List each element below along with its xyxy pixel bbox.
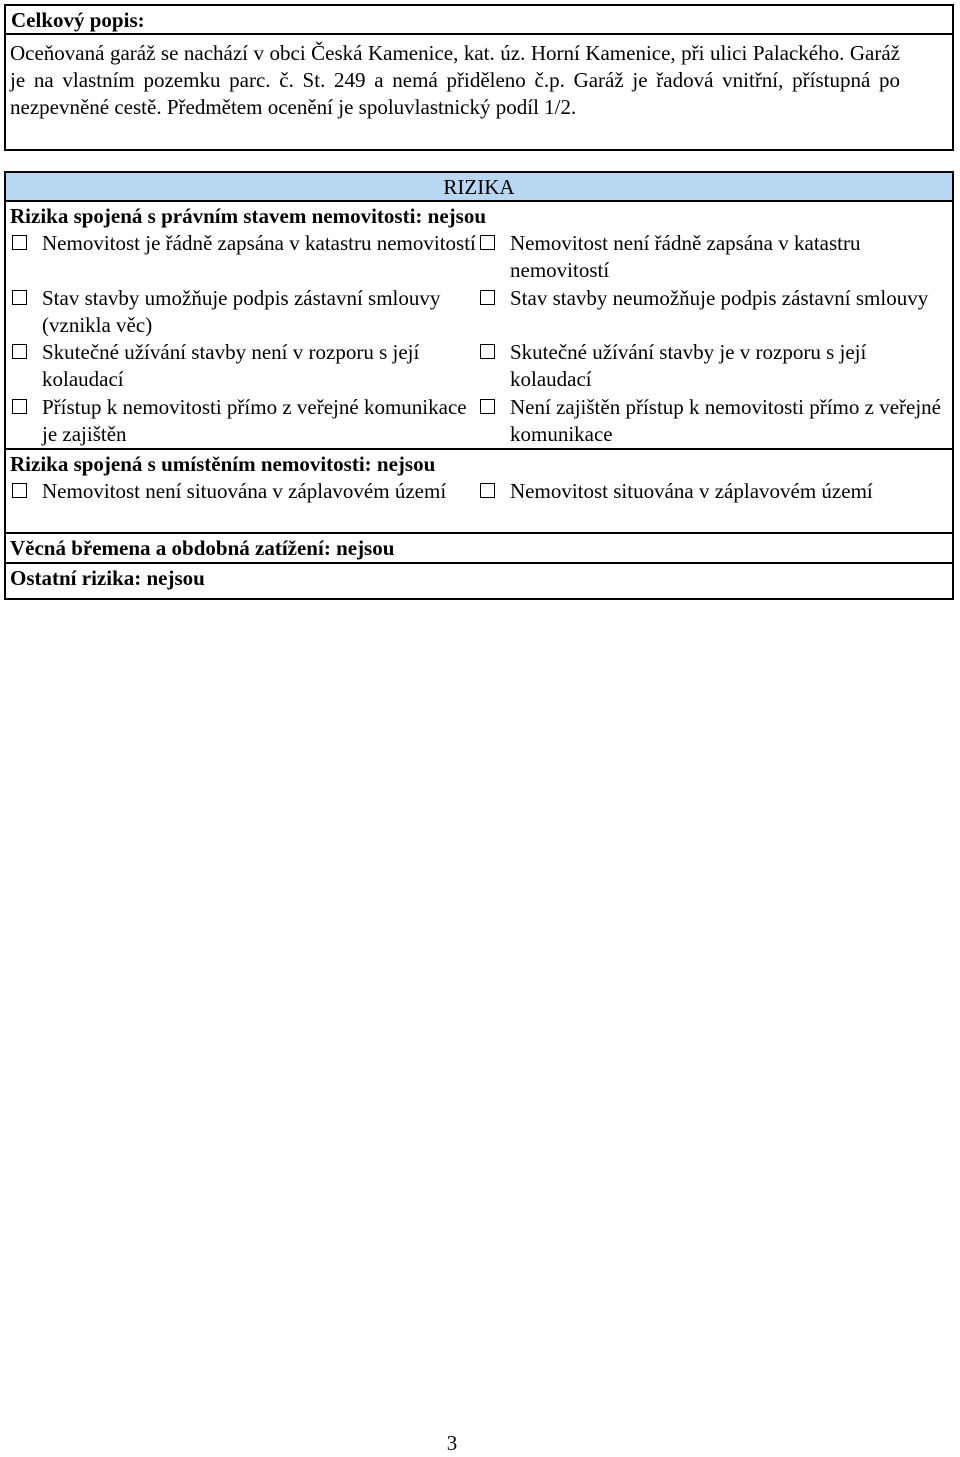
checkbox-icon[interactable] bbox=[480, 235, 495, 250]
page-number: 3 bbox=[446, 1431, 458, 1455]
description-box bbox=[4, 4, 954, 151]
risk-option-label: Nemovitost není řádně zapsána v katastru nemovitostí bbox=[510, 231, 861, 282]
risk-option[interactable] bbox=[12, 285, 482, 339]
risks-title: RIZIKA bbox=[6, 173, 952, 202]
checkbox-icon[interactable] bbox=[480, 290, 495, 305]
checkbox-icon[interactable] bbox=[12, 290, 27, 305]
risk-option[interactable] bbox=[480, 230, 950, 284]
checkbox-icon[interactable] bbox=[12, 399, 27, 414]
risk-option[interactable] bbox=[480, 339, 950, 393]
risk-option[interactable] bbox=[12, 478, 482, 505]
checkbox-icon[interactable] bbox=[12, 235, 27, 250]
risk-option-label: Skutečné užívání stavby není v rozporu s její kolaudací bbox=[42, 340, 420, 391]
risk-option-label: Není zajištěn přístup k nemovitosti přímo z veřejné komunikace bbox=[510, 394, 941, 446]
checkbox-icon[interactable] bbox=[480, 344, 495, 359]
checkbox-icon[interactable] bbox=[480, 399, 495, 414]
risk-option-label: Nemovitost je řádně zapsána v katastru nemovitostí bbox=[42, 231, 476, 255]
checkbox-icon[interactable] bbox=[12, 344, 27, 359]
risk-option-label: Stav stavby neumožňuje podpis zástavní smlouvy bbox=[510, 285, 929, 310]
legal-risk-row bbox=[6, 394, 952, 449]
legal-risk-row bbox=[6, 230, 952, 285]
legal-risk-row bbox=[6, 285, 952, 340]
risk-option[interactable] bbox=[12, 339, 482, 393]
description-text: Oceňovaná garáž se nachází v obci Česká Kamenice, kat. úz. Horní Kamenice, při ulici Palackého. Garáž je na vlastním pozemku parc. č. St. 249 a nemá přiděleno č.p. Garáž je řadová vnitřní, přístupná po nezpevněné cestě. Předmětem ocenění je spoluvlastnický podíl 1/2. bbox=[10, 41, 900, 119]
risk-option[interactable] bbox=[480, 394, 950, 448]
location-risks-heading: Rizika spojená s umístěním nemovitosti: nejsou bbox=[10, 452, 436, 476]
legal-risks-heading: Rizika spojená s právním stavem nemovitosti: nejsou bbox=[10, 204, 486, 228]
legal-risk-row bbox=[6, 339, 952, 394]
risk-option-label: Přístup k nemovitosti přímo z veřejné komunikace je zajištěn bbox=[42, 394, 467, 446]
risk-option-label: Nemovitost není situována v záplavovém území bbox=[42, 479, 447, 503]
checkbox-icon[interactable] bbox=[12, 483, 27, 498]
risk-option[interactable] bbox=[480, 478, 950, 505]
risk-option-label: Stav stavby umožňuje podpis zástavní smlouvy (vznikla věc) bbox=[42, 285, 441, 337]
location-risk-row bbox=[6, 478, 952, 532]
risks-table bbox=[4, 171, 954, 600]
risk-option[interactable] bbox=[480, 285, 950, 312]
description-heading: Celkový popis: bbox=[6, 6, 952, 35]
risk-option-label: Nemovitost situována v záplavovém území bbox=[510, 479, 873, 503]
checkbox-icon[interactable] bbox=[480, 483, 495, 498]
risk-option-label: Skutečné užívání stavby je v rozporu s její kolaudací bbox=[510, 340, 867, 391]
risk-option[interactable] bbox=[12, 230, 482, 257]
risk-option[interactable] bbox=[12, 394, 482, 448]
other-risks-heading: Ostatní rizika: nejsou bbox=[10, 566, 205, 590]
easements-heading: Věcná břemena a obdobná zatížení: nejsou bbox=[10, 536, 395, 560]
